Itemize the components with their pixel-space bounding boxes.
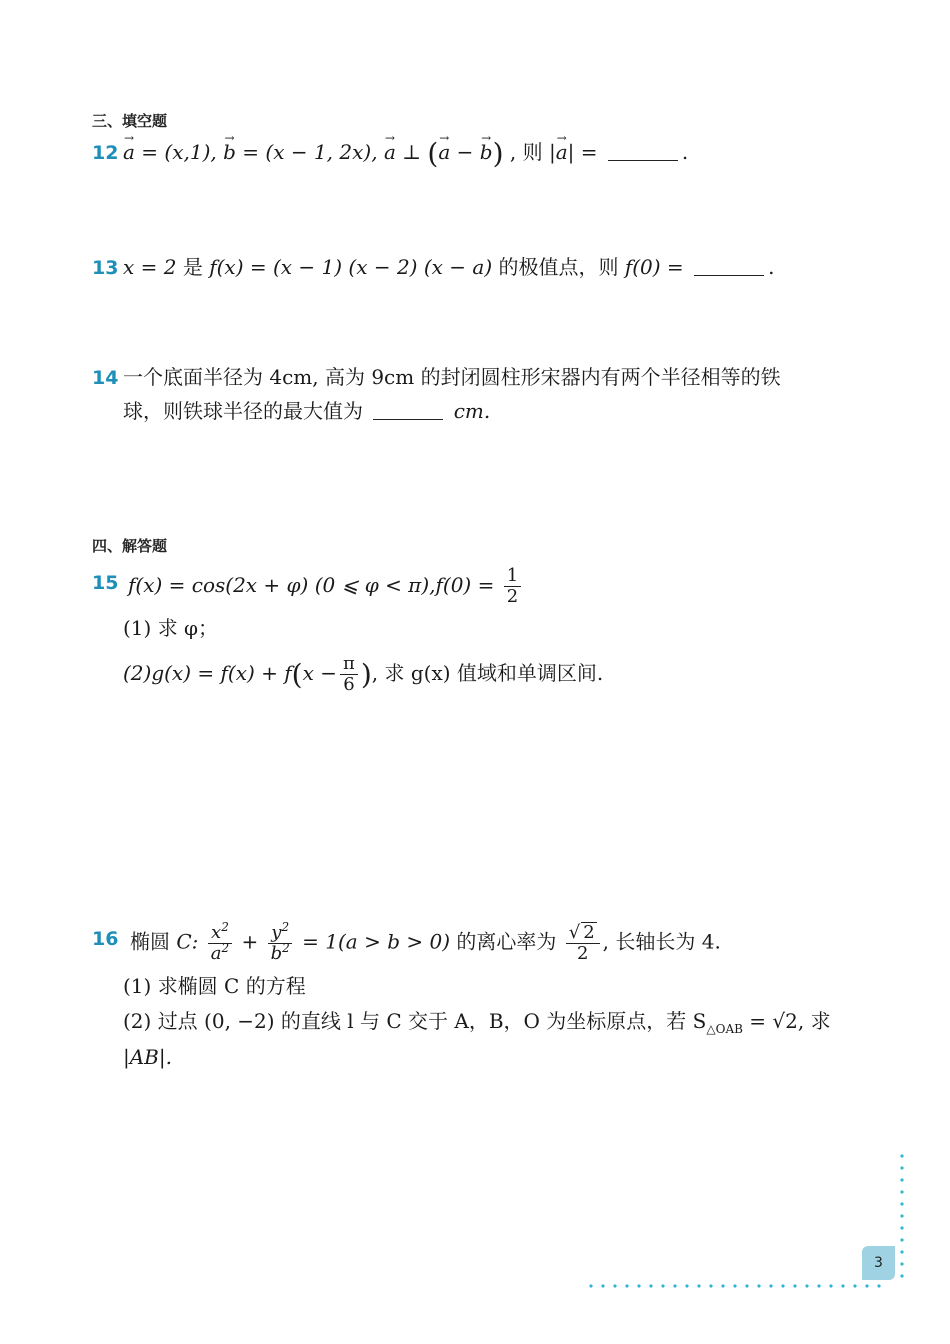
decorative-dots-vertical xyxy=(900,1150,904,1280)
question-15-part1: (1) 求 φ； xyxy=(123,616,219,640)
q15-g-def: (2)g(x) = f(x) + f xyxy=(123,661,292,685)
q15-ask: , 求 g(x) 值域和单调区间. xyxy=(371,661,604,685)
decorative-dots-horizontal xyxy=(585,1284,885,1288)
fraction-x2-a2 xyxy=(208,919,232,964)
question-number-16: 16 xyxy=(92,928,119,950)
frac-b: b xyxy=(270,942,283,964)
sqrt-2: 2 xyxy=(583,922,595,943)
question-number-13: 13 xyxy=(92,257,119,279)
question-16-main xyxy=(130,919,721,964)
question-16-part2-cont: |AB|. xyxy=(123,1045,172,1069)
q12-eq2: = xyxy=(242,140,260,164)
frac-numerator: 1 xyxy=(504,566,521,587)
q16-p2-text: (2) 过点 (0, −2) 的直线 l 与 C 交于 A，B，O 为坐标原点，若 S xyxy=(123,1009,707,1033)
q15-condition: f(0) = xyxy=(435,573,495,597)
q16-triangle-sub: △OAB xyxy=(706,1022,743,1036)
frac-pi: π xyxy=(340,654,358,675)
q13-end: . xyxy=(768,255,775,279)
question-15-main xyxy=(128,566,524,607)
question-16-part2 xyxy=(123,1007,831,1035)
answer-blank-14[interactable] xyxy=(373,399,443,420)
frac-six: 6 xyxy=(343,674,355,695)
question-number-15: 15 xyxy=(92,572,119,594)
answer-blank-13[interactable] xyxy=(694,255,764,276)
q16-c: C: xyxy=(176,929,199,954)
frac-den-2: 2 xyxy=(576,943,589,964)
q13-condition: x = 2 xyxy=(123,255,177,279)
sq-b: 2 xyxy=(282,940,290,955)
q12-norm: | = xyxy=(567,140,598,164)
sq-y: 2 xyxy=(281,919,290,934)
question-12-text: → a = (x,1), → b = (x − 1, 2x), → a ⊥ (→ a − → b) , 则 |→ a| = . xyxy=(123,138,688,168)
q16-equation: = 1(a > b > 0) xyxy=(302,929,450,954)
q13-is: 是 xyxy=(176,255,210,279)
q12-eq1: = xyxy=(141,140,159,164)
question-number-14: 14 xyxy=(92,367,119,389)
q16-major-axis: , 长轴长为 4. xyxy=(602,929,721,954)
fraction-y2-b2 xyxy=(268,919,293,964)
answer-blank-12[interactable] xyxy=(608,140,678,161)
frac-y: y xyxy=(271,921,282,943)
vector-a: → a xyxy=(123,138,135,166)
q12-then: , 则 | xyxy=(509,140,556,164)
q12-end: . xyxy=(681,140,689,164)
question-14-line1: 一个底面半径为 4cm, 高为 9cm 的封闭圆柱形宋器内有两个半径相等的铁 xyxy=(123,365,781,389)
fraction-sqrt2-2: $\frac{√ 2}{2}$ xyxy=(566,922,600,964)
q16-area: = √2, 求 xyxy=(749,1009,831,1033)
q13-function: f(x) = (x − 1) (x − 2) (x − a) xyxy=(209,255,493,279)
vector-a-2: → a xyxy=(384,138,396,166)
section-title-answer: 四、解答题 xyxy=(92,537,168,555)
page-number: 3 xyxy=(862,1246,895,1280)
q16-plus: + xyxy=(241,929,259,954)
q12-a-value: (x,1), xyxy=(164,140,217,164)
q16-ellipse-label: 椭圆 xyxy=(130,929,177,954)
fraction-pi-six xyxy=(340,654,358,695)
frac-x: x xyxy=(211,921,222,943)
q15-shift: x − xyxy=(302,661,337,685)
q12-b-value: (x − 1, 2x), xyxy=(265,140,378,164)
frac-denominator: 2 xyxy=(506,586,519,607)
q12-perp: ⊥ xyxy=(402,140,422,164)
question-13-text xyxy=(123,253,774,281)
frac-a: a xyxy=(210,942,222,964)
sq-x: 2 xyxy=(221,919,229,934)
q13-desc: 的极值点，则 xyxy=(492,255,625,279)
q14-unit: cm. xyxy=(453,399,491,423)
q13-ask: f(0) = xyxy=(624,255,684,279)
q15-function: f(x) = cos(2x + φ) (0 ⩽ φ < π), xyxy=(128,573,436,597)
section-title-fill-in: 三、填空题 xyxy=(92,112,168,130)
sq-a: 2 xyxy=(221,940,230,955)
q14-text: 球，则铁球半径的最大值为 xyxy=(123,399,363,423)
vector-b: → b xyxy=(223,138,236,166)
question-number-12: 12 xyxy=(92,142,119,164)
question-14-line2 xyxy=(123,397,490,425)
fraction-one-half xyxy=(504,566,521,607)
question-15-part2: (2)g(x) = f(x) + f(x − $\frac{\pi}{6}$ ), 求 g(x) 值域和单调区间. xyxy=(123,653,604,695)
question-16-part1: (1) 求椭圆 C 的方程 xyxy=(123,974,306,998)
q16-eccentricity: 的离心率为 xyxy=(450,929,563,954)
